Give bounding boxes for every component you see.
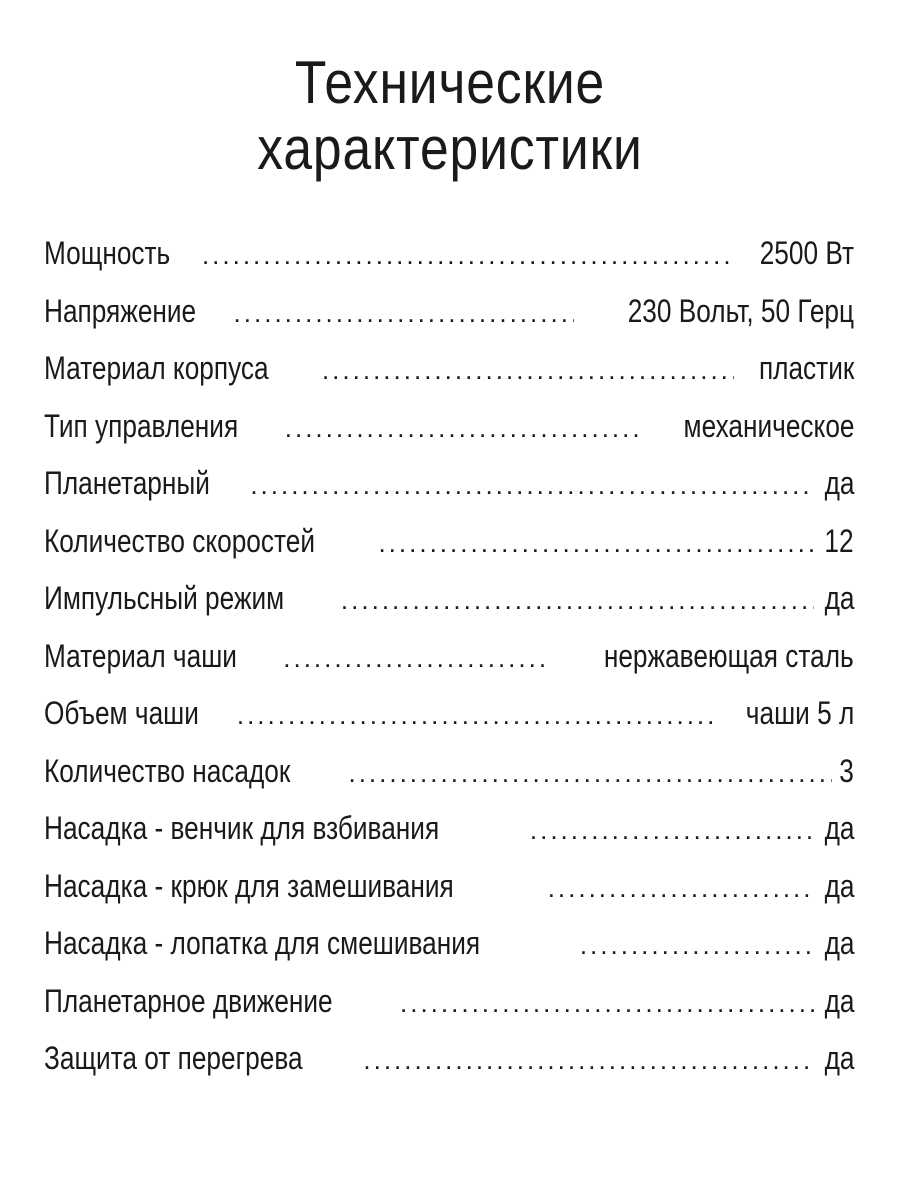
spec-row-speed-count bbox=[44, 523, 854, 581]
spec-value: да bbox=[824, 982, 854, 1019]
spec-value: 2500 Вт bbox=[759, 235, 854, 271]
spec-label: Планетарный bbox=[44, 465, 210, 501]
spec-label: Тип управления bbox=[44, 407, 239, 444]
dot-leader bbox=[202, 240, 735, 271]
spec-list bbox=[44, 235, 854, 1098]
dot-leader bbox=[322, 355, 734, 386]
spec-label: Объем чаши bbox=[44, 695, 199, 731]
spec-label: Защита от перегрева bbox=[44, 1040, 303, 1076]
spec-value: да bbox=[824, 925, 854, 961]
spec-label: Насадка - крюк для замешивания bbox=[44, 867, 454, 904]
spec-value: да bbox=[824, 465, 854, 501]
spec-label: Напряжение bbox=[44, 292, 197, 329]
spec-row-mixing-paddle bbox=[44, 925, 854, 983]
spec-label: Материал чаши bbox=[44, 637, 237, 674]
spec-row-planetary-motion bbox=[44, 983, 854, 1041]
dot-leader bbox=[234, 298, 574, 329]
title-line-2: характеристики bbox=[257, 115, 643, 182]
spec-row-dough-hook bbox=[44, 868, 854, 926]
spec-row-attachment-count bbox=[44, 753, 854, 811]
spec-row-overheat-protection bbox=[44, 1040, 854, 1098]
dot-leader bbox=[400, 988, 814, 1019]
spec-row-control-type bbox=[44, 408, 854, 466]
dot-leader bbox=[530, 815, 814, 846]
dot-leader bbox=[283, 643, 545, 674]
dot-leader bbox=[378, 528, 814, 559]
spec-value: механическое bbox=[683, 407, 854, 444]
spec-label: Планетарное движение bbox=[44, 982, 333, 1019]
spec-row-bowl-volume bbox=[44, 695, 854, 753]
spec-value: да bbox=[824, 1040, 854, 1076]
spec-value: да bbox=[824, 580, 854, 616]
spec-value: да bbox=[824, 810, 854, 846]
dot-leader bbox=[341, 585, 814, 616]
spec-label: Количество насадок bbox=[44, 752, 291, 789]
dot-leader bbox=[285, 413, 642, 444]
spec-row-bowl-material bbox=[44, 638, 854, 696]
page-title bbox=[63, 50, 837, 182]
spec-row-planetary bbox=[44, 465, 854, 523]
spec-row-power bbox=[44, 235, 854, 293]
spec-label: Насадка - лопатка для смешивания bbox=[44, 925, 481, 961]
dot-leader bbox=[580, 930, 814, 961]
spec-row-pulse-mode bbox=[44, 580, 854, 638]
spec-label: Материал корпуса bbox=[44, 350, 269, 386]
dot-leader bbox=[363, 1045, 813, 1076]
spec-value: да bbox=[824, 867, 854, 904]
spec-row-body-material bbox=[44, 350, 854, 408]
spec-value: 12 bbox=[824, 522, 854, 559]
spec-value: чаши 5 л bbox=[745, 695, 854, 731]
dot-leader bbox=[548, 873, 814, 904]
spec-label: Импульсный режим bbox=[44, 580, 285, 616]
spec-row-whisk bbox=[44, 810, 854, 868]
dot-leader bbox=[250, 470, 813, 501]
dot-leader bbox=[237, 700, 718, 731]
spec-value: 3 bbox=[839, 752, 854, 789]
title-line-1: Технические bbox=[294, 49, 606, 116]
dot-leader bbox=[348, 758, 832, 789]
spec-label: Насадка - венчик для взбивания bbox=[44, 810, 440, 846]
spec-label: Мощность bbox=[44, 235, 171, 271]
spec-value: 230 Вольт, 50 Герц bbox=[627, 292, 854, 329]
spec-label: Количество скоростей bbox=[44, 522, 315, 559]
spec-value: нержавеющая сталь bbox=[604, 637, 854, 674]
spec-value: пластик bbox=[758, 350, 854, 386]
spec-row-voltage bbox=[44, 293, 854, 351]
